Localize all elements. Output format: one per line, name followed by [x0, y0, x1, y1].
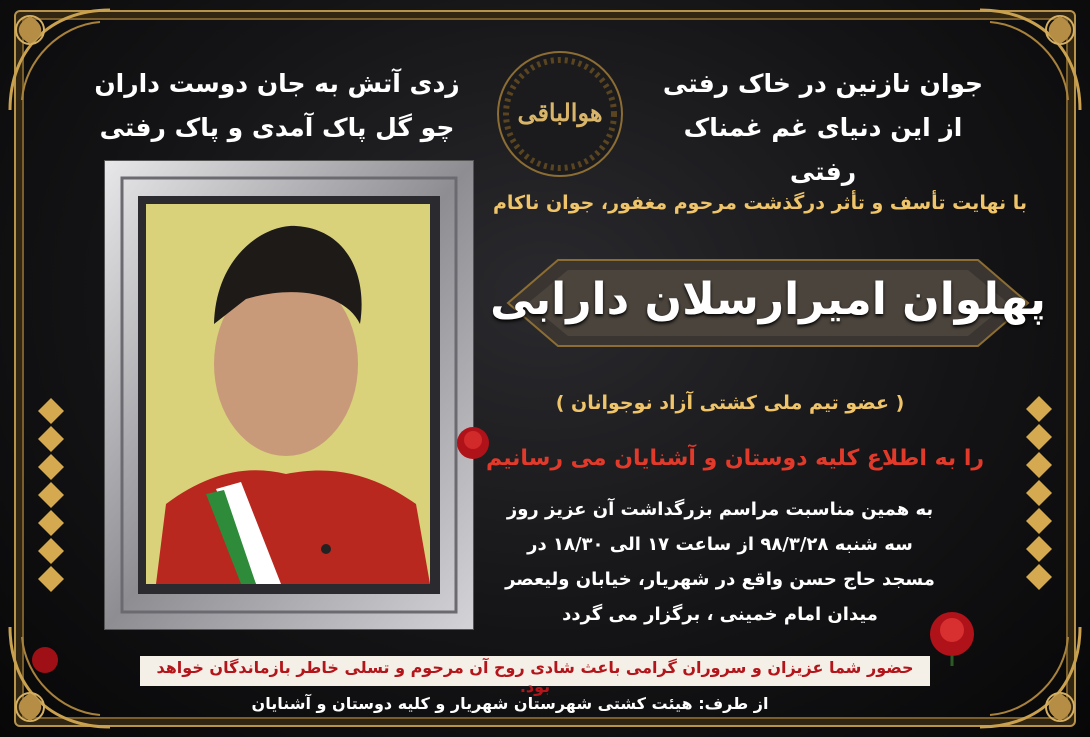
inform-line: را به اطلاع کلیه دوستان و آشنایان می رسانیم	[485, 446, 985, 471]
portrait-figure	[146, 204, 430, 584]
announcement: با نهایت تأسف و تأثر درگذشت مرحوم مغفور، جوان ناکام	[492, 192, 1028, 214]
poem-left-line-2: چو گل پاک آمدی و پاک رفتی	[99, 113, 455, 142]
poem-right-line-1: جوان نازنین در خاک رفتی	[662, 69, 984, 98]
diamond-chain-icon	[1022, 394, 1056, 609]
emblem	[490, 44, 630, 184]
poem-right	[648, 62, 998, 194]
poem-right-line-2: از این دنیای غم غمناک رفتی	[683, 113, 963, 186]
emblem-text: هوالباقی	[517, 98, 603, 127]
from-line: از طرف: هیئت کشتی شهرستان شهریار و کلیه دوستان و آشنایان	[251, 694, 769, 713]
footer-line: حضور شما عزیزان و سروران گرامی باعث شادی روح آن مرحوم و تسلی خاطر بازماندگان خواهد بود.	[156, 658, 914, 696]
membership-line: ( عضو تیم ملی کشتی آزاد نوجوانان )	[555, 392, 905, 414]
portrait-photo	[146, 204, 430, 584]
details-line-2: سه شنبه ۹۸/۳/۲۸ از ساعت ۱۷ الی ۱۸/۳۰ در	[527, 534, 913, 555]
poem-left	[82, 62, 472, 150]
poem-left-line-1: زدی آتش به جان دوست داران	[94, 69, 460, 98]
diamond-chain-icon	[34, 396, 68, 611]
rose-icon	[25, 640, 65, 680]
deceased-name: پهلوان امیرارسلان دارابی	[490, 274, 1046, 325]
details-line-4: میدان امام خمینی ، برگزار می گردد	[562, 604, 878, 625]
rose-icon	[448, 418, 498, 468]
details-line-3: مسجد حاج حسن واقع در شهریار، خیابان ولیعصر	[505, 569, 935, 590]
ceremony-details	[460, 492, 980, 632]
details-line-1: به همین مناسبت مراسم بزرگداشت آن عزیز روز	[506, 499, 934, 520]
